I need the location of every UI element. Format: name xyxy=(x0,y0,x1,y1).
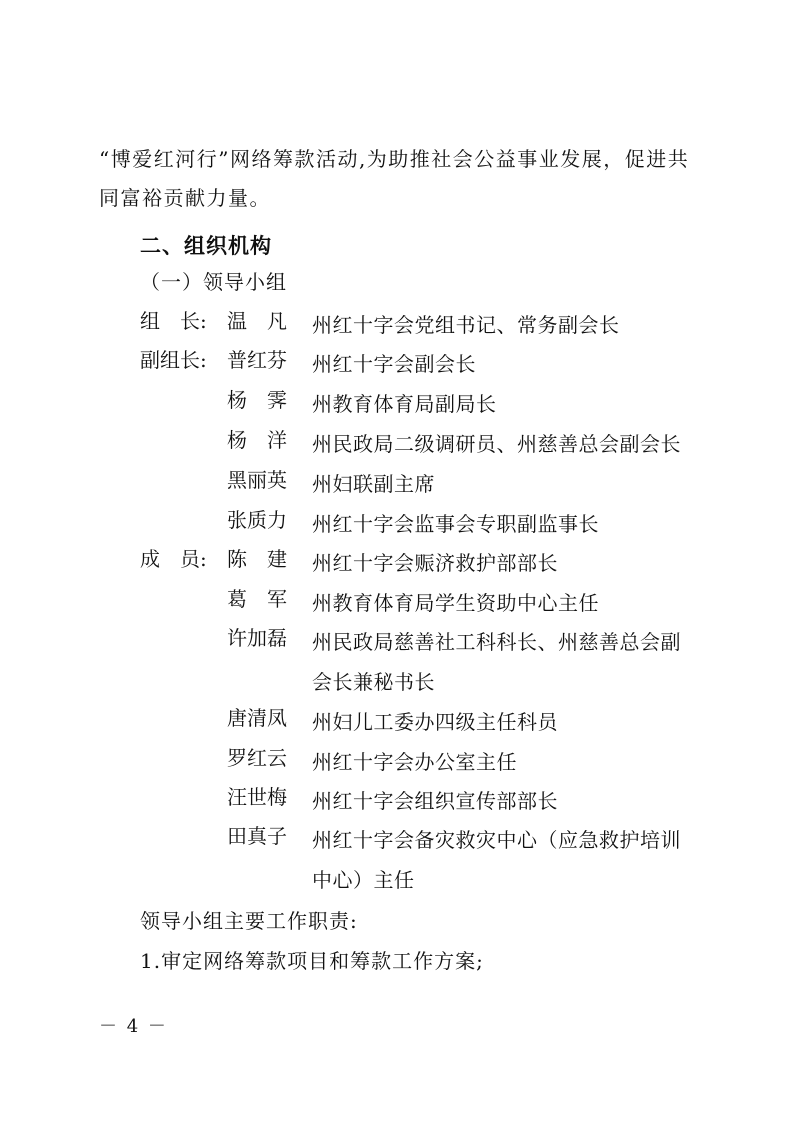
member-title: 州红十字会监事会专职副监事长 xyxy=(312,512,599,536)
intro-paragraph xyxy=(99,140,719,218)
duties-heading: 领导小组主要工作职责: xyxy=(140,909,358,933)
member-title: 州教育体育局学生资助中心主任 xyxy=(312,591,599,615)
member-title: 州红十字会副会长 xyxy=(312,352,476,376)
member-title: 州民政局二级调研员、州慈善总会副会长 xyxy=(312,432,681,456)
member-title: 州红十字会办公室主任 xyxy=(312,750,517,774)
intro-line-2: 同富裕贡献力量。 xyxy=(99,186,271,210)
member-name: 张质力 xyxy=(227,508,287,532)
member-name: 唐清凤 xyxy=(227,706,287,730)
member-name: 汪世梅 xyxy=(227,785,287,809)
member-title: 州红十字会组织宣传部部长 xyxy=(312,789,558,813)
member-role: 副组长: xyxy=(140,348,207,372)
member-title: 州红十字会备灾救灾中心（应急救护培训中心）主任 xyxy=(312,828,681,892)
member-role: 成 员: xyxy=(140,547,207,571)
member-name: 许加磊 xyxy=(227,626,287,650)
member-name: 杨 洋 xyxy=(227,428,287,452)
member-name: 杨 霁 xyxy=(227,388,287,412)
intro-line-1: “博爱红河行”网络筹款活动,为助推社会公益事业发展，促进共 xyxy=(99,147,690,171)
member-title: 州红十字会赈济救护部部长 xyxy=(312,551,558,575)
page-number: － 4 － xyxy=(99,1016,168,1037)
subsection-heading: （一）领导小组 xyxy=(140,270,287,294)
member-name: 陈 建 xyxy=(227,547,287,571)
member-name: 田真子 xyxy=(227,824,287,848)
member-name: 罗红云 xyxy=(227,746,287,770)
member-title: 州红十字会党组书记、常务副会长 xyxy=(312,313,620,337)
member-title: 州妇联副主席 xyxy=(312,472,435,496)
section-heading: 二、组织机构 xyxy=(140,234,272,258)
member-name: 普红芬 xyxy=(227,348,287,372)
member-role: 组 长: xyxy=(140,309,207,333)
member-title: 州妇儿工委办四级主任科员 xyxy=(312,710,558,734)
member-title: 州民政局慈善社工科科长、州慈善总会副会长兼秘书长 xyxy=(312,630,681,694)
member-name: 黑丽英 xyxy=(227,468,287,492)
member-title: 州教育体育局副局长 xyxy=(312,392,497,416)
member-name: 温 凡 xyxy=(227,309,287,333)
duty-item-1: 1.审定网络筹款项目和筹款工作方案; xyxy=(140,949,484,973)
member-name: 葛 军 xyxy=(227,587,287,611)
